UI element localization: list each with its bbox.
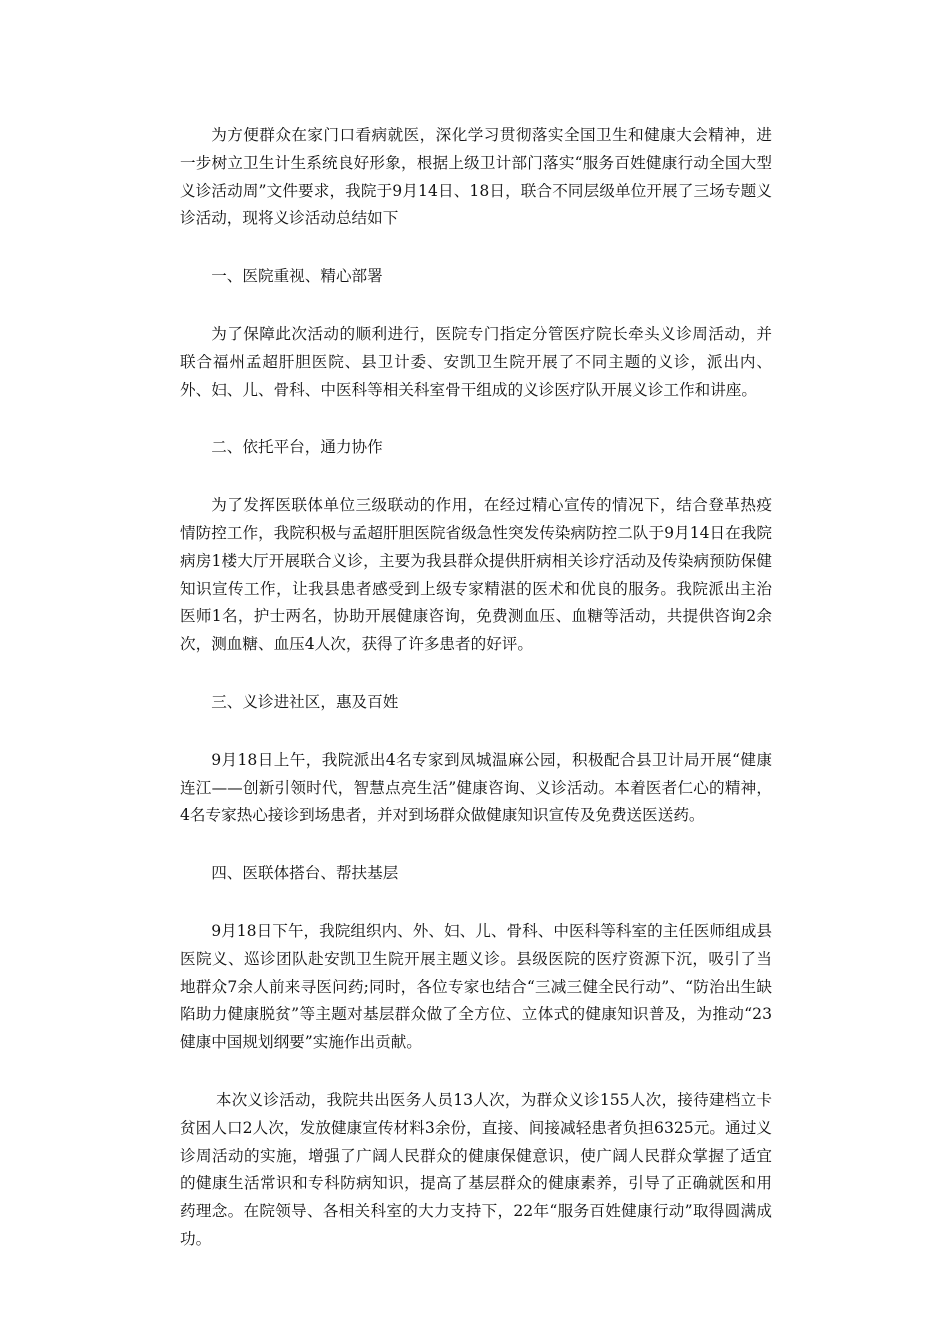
document-body: [180, 122, 772, 1254]
summary-paragraph: 本次义诊活动，我院共出医务人员13人次，为群众义诊155人次，接待建档立卡贫困人口2人次，发放健康宣传材料3余份，直接、间接减轻患者负担6325元。通过义诊周活动的实施，增强了广阔人民群众的健康保健意识，使广阔人民群众掌握了适宜的健康生活常识和专科防病知识，提高了基层群众的健康素养，引导了正确就医和用药理念。在院领导、各相关科室的大力支持下，22年“服务百姓健康行动”取得圆满成功。: [180, 1090, 772, 1248]
section-body-3: 9月18日上午，我院派出4名专家到凤城温麻公园，积极配合县卫计局开展“健康连江——创新引领时代，智慧点亮生活”健康咨询、义诊活动。本着医者仁心的精神，4名专家热心接诊到场患者，并对到场群众做健康知识宣传及免费送医送药。: [180, 750, 772, 825]
section-heading-3: 三、义诊进社区，惠及百姓: [211, 692, 399, 711]
section-heading-1: 一、医院重视、精心部署: [211, 267, 383, 286]
section-body-1: 为了保障此次活动的顺利进行，医院专门指定分管医疗院长牵头义诊周活动，并联合福州孟超肝胆医院、县卫计委、安凯卫生院开展了不同主题的义诊，派出内、外、妇、儿、骨科、中医科等相关科室骨干组成的义诊医疗队开展义诊工作和讲座。: [180, 324, 772, 399]
section-body-4: 9月18日下午，我院组织内、外、妇、儿、骨科、中医科等科室的主任医师组成县医院义、巡诊团队赴安凯卫生院开展主题义诊。县级医院的医疗资源下沉，吸引了当地群众7余人前来寻医问药;同时，各位专家也结合“三减三健全民行动”、“防治出生缺陷助力健康脱贫”等主题对基层群众做了全方位、立体式的健康知识普及，为推动“23健康中国规划纲要”实施作出贡献。: [180, 921, 772, 1052]
intro-paragraph: 为方便群众在家门口看病就医，深化学习贯彻落实全国卫生和健康大会精神，进一步树立卫生计生系统良好形象，根据上级卫计部门落实“服务百姓健康行动全国大型义诊活动周”文件要求，我院于9月14日、18日，联合不同层级单位开展了三场专题义诊活动，现将义诊活动总结如下: [180, 126, 772, 228]
section-heading-2: 二、依托平台，通力协作: [211, 438, 383, 457]
section-heading-4: 四、医联体搭台、帮扶基层: [211, 864, 399, 883]
section-body-2: 为了发挥医联体单位三级联动的作用，在经过精心宣传的情况下，结合登革热疫情防控工作，我院积极与孟超肝胆医院省级急性突发传染病防控二队于9月14日在我院病房1楼大厅开展联合义诊，主要为我县群众提供肝病相关诊疗活动及传染病预防保健知识宣传工作，让我县患者感受到上级专家精湛的医术和优良的服务。我院派出主治医师1名，护士两名，协助开展健康咨询，免费测血压、血糖等活动，共提供咨询2余次，测血糖、血压4人次，获得了许多患者的好评。: [180, 496, 772, 654]
